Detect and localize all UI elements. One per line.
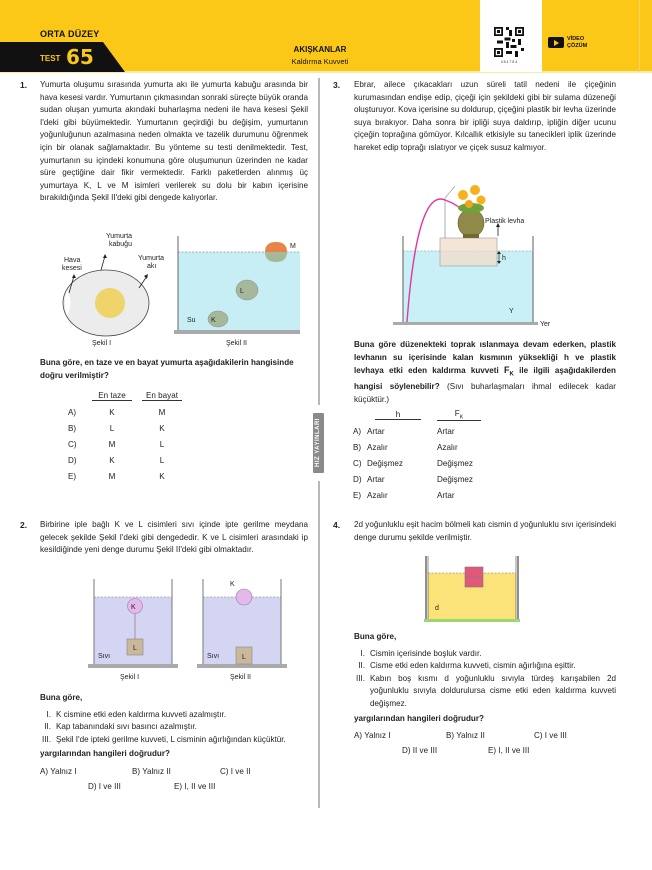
option-value: Artar: [437, 426, 455, 436]
column-header-freshest: En taze: [92, 391, 132, 401]
h-label: h: [502, 255, 506, 262]
option-letter: B): [68, 423, 77, 433]
test-band: [0, 42, 125, 72]
qr-code-icon[interactable]: [494, 27, 524, 57]
option-c[interactable]: [353, 455, 481, 471]
statement-2: [354, 660, 616, 673]
header-edge-line: [639, 0, 640, 72]
option-value: K: [159, 471, 165, 481]
statement-text: Kabın boş kısmı d yoğunluklu sıvıyla türdeş karışabilen 2d yoğunluklu sıvıyla doldurulursa cisme etki eden kaldırma kuvveti değişmez.: [370, 673, 616, 708]
figure-2-caption-1: Şekil I: [120, 674, 140, 681]
statement-num: III.: [356, 673, 365, 683]
question-1-prompt: Buna göre, en taze ve en bayat yumurta aşağıdakilerin hangisinde doğru verilmiştir?: [40, 358, 294, 380]
option-letter: A): [353, 426, 362, 436]
option-letter: E): [353, 490, 362, 500]
question-1-text: Yumurta oluşumu sırasında yumurta akı ile yumurta kabuğu arasında bir hava kesesi vardır. Yumurtanın çıkmasından sonraki süreçte büyük oranda sudan oluşan yumurta akındaki buharlaşma nedeni ile hava kesesi Şekil I'deki gibi büyümektedir. Yumurtanın geçirdiği bu değişim, yumurtanın yoğunluğunun azalmasına neden olmakta ve tazelik durumunu öğrenmek için bir olanak sağlamaktadır. Bu yönteme su testi denilmektedir. Test, yumurtanın su içindeki konumuna göre oluşumunun üzerinden ne kadar süre geçtiğine dair fikir vermektedir. Farklı paketlerden alınmış üç yumurtaya K, L ve M isimleri verilerek su dolu bir kabın içerisine bırakıldığında Şekil II'deki gibi dengede kalıyorlar.: [40, 80, 308, 203]
option-a[interactable]: [68, 404, 182, 420]
difficulty-level: ORTA DÜZEY: [40, 29, 100, 39]
option-value: Azalır: [437, 442, 458, 452]
answer-b[interactable]: B) Yalnız II: [132, 766, 171, 776]
option-letter: E): [68, 471, 77, 481]
statement-1: [40, 709, 308, 722]
option-letter: A): [68, 407, 77, 417]
question-3-figure: [385, 178, 585, 330]
base-1: [88, 664, 178, 668]
statement-num: I.: [46, 709, 51, 719]
test-label: TEST: [40, 54, 61, 63]
question-4-text: 2d yoğunluklu eşit hacim bölmeli katı cismin d yoğunluklu sıvı içerisindeki denge durumu şekilde verilmiştir.: [354, 520, 616, 542]
question-1-options: [68, 388, 182, 484]
option-value: Değişmez: [437, 474, 473, 484]
liquid-label-1: Sıvı: [98, 653, 111, 660]
egg-k-label: K: [211, 317, 216, 324]
k-label-2: K: [230, 581, 235, 588]
statement-3: [40, 734, 308, 747]
question-1-figure: [40, 228, 300, 348]
plastic-plate: [440, 238, 497, 266]
option-value: L: [159, 455, 165, 465]
option-c[interactable]: [68, 436, 182, 452]
statement-num: III.: [42, 734, 51, 744]
air-sac-label: [62, 257, 82, 272]
ground-label: Yer: [540, 321, 551, 328]
plate-label: Plastik levha: [485, 218, 525, 225]
answer-c[interactable]: C) I ve III: [534, 731, 567, 741]
question-3-text: Ebrar, ailece çıkacakları uzun süreli tatil nedeni ile çiçeğinin kurumasından endişe edip, çiçeği için şekildeki gibi bir sulama düzeneği oluşturuyor. Kova içerisine su doldurup, çiçeğini plastik bir levha üzerinde suya bırakıyor. Daha sonra bir ipliği suya daldırıp, ipliğin diğer ucunu çiçeğin toprağına gömüyor. Kılcallık etkisiyle su tanecikleri iplik üzerinde hareket edip toprağı ıslatıyor ve çiçek susuz kalmıyor.: [354, 80, 616, 152]
answer-c[interactable]: C) I ve II: [220, 766, 251, 776]
flower-pot: [458, 209, 484, 237]
option-value: Artar: [367, 474, 385, 484]
question-3-number: 3.: [333, 80, 341, 90]
option-letter: C): [353, 458, 362, 468]
question-2-intro: Buna göre,: [40, 693, 83, 702]
question-3-prompt: [354, 339, 616, 407]
option-value: Değişmez: [367, 458, 403, 468]
question-4-figure: [420, 552, 530, 624]
white-label-2: akı: [147, 263, 157, 270]
answer-e[interactable]: E) I, II ve III: [174, 781, 216, 791]
flower: [458, 190, 468, 200]
question-4-answers-row-1: [354, 730, 616, 743]
answer-d[interactable]: D) II ve III: [402, 745, 438, 755]
question-2-figure: [80, 575, 300, 685]
figure-2-caption-2: Şekil II: [230, 674, 252, 681]
column-header-stalest: En bayat: [142, 391, 182, 401]
egg-l-label: L: [240, 288, 244, 295]
l-label-1: L: [133, 645, 137, 652]
subtopic-title: Kaldırma Kuvveti: [291, 57, 349, 66]
option-a[interactable]: [353, 423, 481, 439]
answer-d[interactable]: D) I ve III: [88, 781, 121, 791]
white-label-1: Yumurta: [138, 255, 165, 262]
test-number: 65: [66, 45, 94, 69]
qr-code-text: 4 8 4 7 8 4: [500, 60, 518, 64]
option-value: K: [159, 423, 165, 433]
air-sac-label-line-2: kesesi: [62, 265, 82, 272]
base-2: [197, 664, 287, 668]
fk-header-subscript: K: [459, 414, 464, 421]
question-2-text: Birbirine iple bağlı K ve L cisimleri sıvı içinde ipte gerilme meydana gelecek şekilde Şekil I'deki gibi dengededir. K ve L cisimleri arasındaki ip kesildiğinde yeni denge durumu Şekil II'deki gibi olmaktadır.: [40, 520, 308, 555]
egg-yolk: [95, 288, 125, 318]
option-value: L: [109, 423, 115, 433]
statement-text: K cismine etki eden kaldırma kuvveti azalmıştır.: [56, 709, 227, 719]
question-1-number: 1.: [20, 80, 28, 90]
answer-a[interactable]: A) Yalnız I: [354, 731, 391, 741]
statement-num: II.: [44, 722, 51, 732]
option-e[interactable]: [353, 487, 481, 503]
fk-symbol: F: [504, 365, 510, 376]
density-label: d: [435, 605, 439, 612]
shell-label-2: kabuğu: [109, 241, 132, 248]
question-4-prompt: yargılarından hangileri doğrudur?: [354, 713, 484, 723]
statement-num: I.: [360, 648, 365, 658]
ground: [393, 322, 538, 325]
prompt-text: Buna göre düzenekteki toprak ıslanmaya devam ederken, plastik levhanın su içerisinde kalan kısmının yüksekliği h ve plastik levhaya etki eden kaldırma kuvveti: [354, 340, 616, 376]
ground: [424, 619, 520, 622]
question-4-number: 4.: [333, 520, 341, 530]
option-value: Artar: [367, 426, 385, 436]
fk-header: F: [454, 408, 460, 418]
figure-1-caption-1: Şekil I: [92, 340, 112, 347]
question-2-body: [40, 692, 308, 793]
video-solution-label[interactable]: [567, 36, 587, 49]
l-label-2: L: [242, 654, 246, 661]
egg-m-label: M: [290, 243, 296, 250]
option-value: K: [109, 407, 115, 417]
option-letter: C): [68, 439, 77, 449]
topic-title: AKIŞKANLAR: [293, 45, 347, 54]
option-value: M: [108, 439, 116, 449]
option-value: Artar: [437, 490, 455, 500]
option-value: L: [159, 439, 165, 449]
statement-text: Cisme etki eden kaldırma kuvveti, cismin ağırlığına eşittir.: [370, 661, 576, 671]
question-2-number: 2.: [20, 520, 28, 530]
column-header-h: h: [375, 410, 421, 420]
shell-label-1: Yumurta: [106, 233, 133, 240]
object-k-2: [236, 589, 252, 605]
figure-1-caption-2: Şekil II: [226, 340, 248, 347]
statement-1: [354, 648, 616, 661]
option-letter: D): [68, 455, 77, 465]
option-letter: B): [353, 442, 362, 452]
video-label-line1: VİDEO: [567, 36, 585, 42]
liquid-label-2: Sıvı: [207, 653, 220, 660]
statement-num: II.: [358, 661, 365, 671]
answer-a[interactable]: A) Yalnız I: [40, 766, 77, 776]
option-letter: D): [353, 474, 362, 484]
egg-m-top: [265, 242, 287, 252]
publisher-tag: HIZ YAYINLARI: [313, 413, 324, 473]
option-d[interactable]: [68, 452, 182, 468]
statement-text: Şekil I'de ipteki gerilme kuvveti, L cisminin ağırlığından küçüktür.: [56, 734, 286, 744]
k-label-1: K: [131, 604, 136, 611]
fk-subscript: K: [509, 371, 514, 378]
option-d[interactable]: [353, 471, 481, 487]
statement-2: [40, 721, 308, 734]
question-2-prompt: yargılarından hangileri doğrudur?: [40, 749, 170, 759]
statement-text: Cismin içerisinde boşluk vardır.: [370, 648, 482, 658]
question-3-options: [353, 407, 481, 503]
statement-text: Kap tabanındaki sıvı basıncı azalmıştır.: [56, 722, 197, 732]
option-e[interactable]: [68, 468, 182, 484]
prompt-note: (Sıvı buharlaşmaları ihmal edilecek kadar küçüktür.): [354, 382, 616, 404]
y-label: Y: [509, 308, 514, 315]
option-value: M: [158, 407, 166, 417]
question-4-body: [354, 631, 616, 757]
question-4-intro: Buna göre,: [354, 632, 397, 641]
option-value: Azalır: [367, 490, 388, 500]
air-sac-label-line-1: Hava: [64, 257, 81, 264]
video-play-icon[interactable]: [548, 37, 564, 48]
option-value: M: [108, 471, 116, 481]
tank-base: [174, 330, 300, 334]
option-value: Azalır: [367, 442, 388, 452]
option-value: Değişmez: [437, 458, 473, 468]
answer-b[interactable]: B) Yalnız II: [446, 731, 485, 741]
question-2-answers-row-1: [40, 766, 308, 779]
column-header-fk: [437, 409, 481, 422]
answer-e[interactable]: E) I, II ve III: [488, 745, 530, 755]
water-label: Su: [187, 317, 196, 324]
option-b[interactable]: [353, 439, 481, 455]
question-2-answers-row-2: [40, 781, 308, 794]
statement-3: [354, 673, 616, 711]
video-label-line2: ÇÖZÜM: [567, 42, 588, 49]
prompt-text-end: ile ilgili aşağıdakilerden hangisi söylenebilir?: [354, 366, 616, 392]
option-value: K: [109, 455, 115, 465]
option-b[interactable]: [68, 420, 182, 436]
question-4-answers-row-2: [354, 745, 616, 758]
